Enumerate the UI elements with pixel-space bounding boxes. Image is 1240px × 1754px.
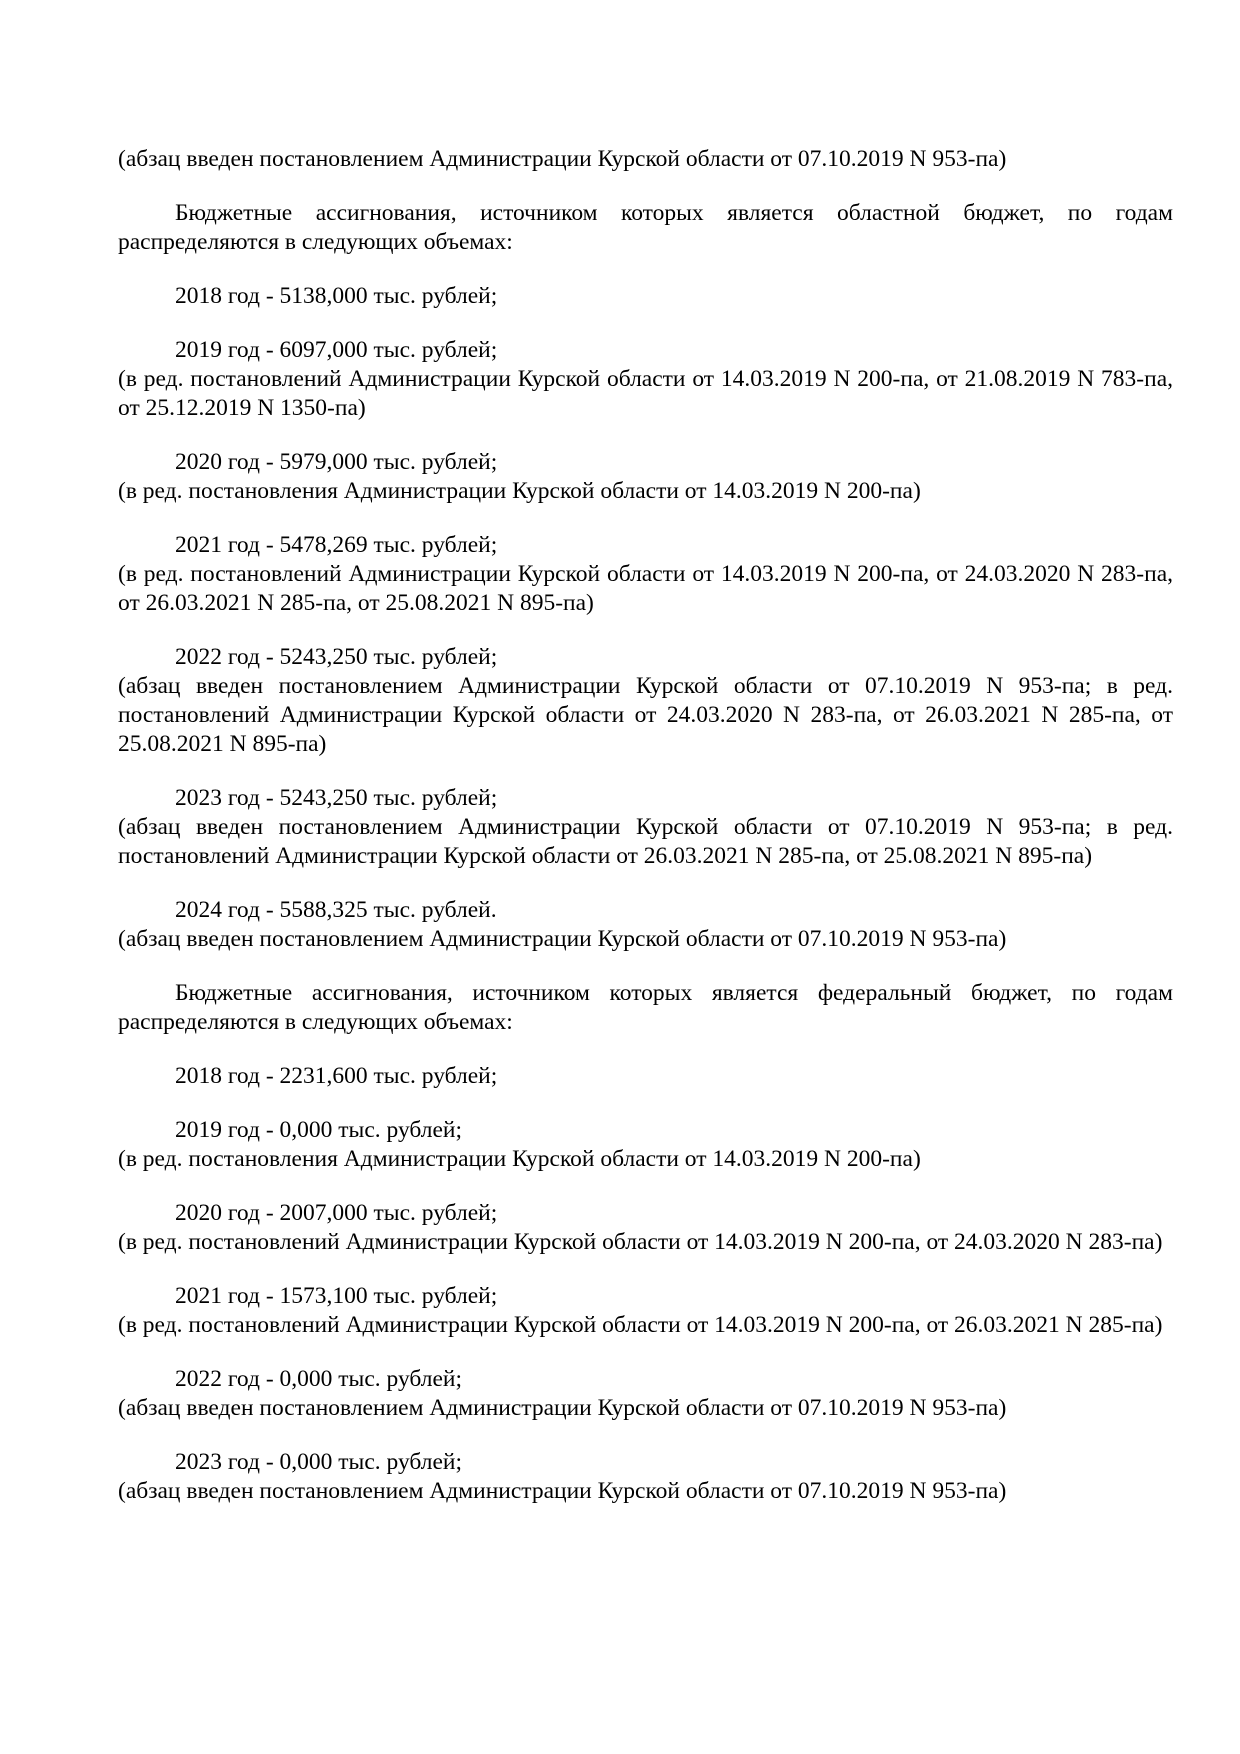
paragraph-block <box>118 448 1173 506</box>
amendment-note: (абзац введен постановлением Администрации Курской области от 07.10.2019 N 953-па) <box>118 1395 1007 1421</box>
paragraph-text: 2020 год - 2007,000 тыс. рублей; <box>175 1200 498 1226</box>
amendment-note: (в ред. постановлений Администрации Курской области от 14.03.2019 N 200-па, от 24.03.2020 N 283-па, от 26.03.2021 N 285-па, от 25.08.2021 N 895-па) <box>118 561 1173 616</box>
paragraph-text: 2024 год - 5588,325 тыс. рублей. <box>175 897 497 923</box>
paragraph-block <box>118 979 1173 1037</box>
paragraph-block <box>118 1448 1173 1506</box>
paragraph-block <box>118 531 1173 618</box>
amendment-note: (в ред. постановлений Администрации Курской области от 14.03.2019 N 200-па, от 24.03.2020 N 283-па) <box>118 1229 1163 1255</box>
amendment-note: (абзац введен постановлением Администрации Курской области от 07.10.2019 N 953-па; в ред. постановлений Администрации Курской области от 24.03.2020 N 283-па, от 26.03.2021 N 285-па, от 25.08.2021 N 895-па) <box>118 673 1173 757</box>
paragraph-block <box>118 336 1173 423</box>
paragraph-text: 2020 год - 5979,000 тыс. рублей; <box>175 449 498 475</box>
amendment-note: (в ред. постановлений Администрации Курской области от 14.03.2019 N 200-па, от 26.03.2021 N 285-па) <box>118 1312 1163 1338</box>
paragraph-block <box>118 1199 1173 1257</box>
paragraph-text: Бюджетные ассигнования, источником которых является областной бюджет, по годам распределяются в следующих объемах: <box>118 200 1173 255</box>
paragraph-block <box>118 199 1173 257</box>
paragraph-text: 2019 год - 0,000 тыс. рублей; <box>175 1117 463 1143</box>
paragraph-text: 2018 год - 2231,600 тыс. рублей; <box>175 1063 498 1089</box>
paragraph-text: 2021 год - 5478,269 тыс. рублей; <box>175 532 498 558</box>
paragraph-block <box>118 1116 1173 1174</box>
paragraph-block <box>118 784 1173 871</box>
paragraph-block <box>118 643 1173 759</box>
amendment-note: (в ред. постановления Администрации Курской области от 14.03.2019 N 200-па) <box>118 478 921 504</box>
amendment-note: (в ред. постановления Администрации Курской области от 14.03.2019 N 200-па) <box>118 1146 921 1172</box>
paragraph-block <box>118 896 1173 954</box>
paragraph-block <box>118 282 1173 311</box>
paragraph-text: 2019 год - 6097,000 тыс. рублей; <box>175 337 498 363</box>
paragraph-text: 2022 год - 0,000 тыс. рублей; <box>175 1366 463 1392</box>
paragraph-block <box>118 1365 1173 1423</box>
paragraph-block <box>118 1062 1173 1091</box>
paragraph-text: 2022 год - 5243,250 тыс. рублей; <box>175 644 498 670</box>
paragraph-text: 2018 год - 5138,000 тыс. рублей; <box>175 283 498 309</box>
paragraph-text: Бюджетные ассигнования, источником которых является федеральный бюджет, по годам распределяются в следующих объемах: <box>118 980 1173 1035</box>
paragraph-block <box>118 145 1173 174</box>
paragraph-text: 2021 год - 1573,100 тыс. рублей; <box>175 1283 498 1309</box>
amendment-note: (абзац введен постановлением Администрации Курской области от 07.10.2019 N 953-па; в ред. постановлений Администрации Курской области от 26.03.2021 N 285-па, от 25.08.2021 N 895-па) <box>118 814 1173 869</box>
amendment-note: (абзац введен постановлением Администрации Курской области от 07.10.2019 N 953-па) <box>118 926 1007 952</box>
document-body <box>118 145 1173 1531</box>
amendment-note: (абзац введен постановлением Администрации Курской области от 07.10.2019 N 953-па) <box>118 1478 1007 1504</box>
paragraph-text: 2023 год - 5243,250 тыс. рублей; <box>175 785 498 811</box>
amendment-note: (абзац введен постановлением Администрации Курской области от 07.10.2019 N 953-па) <box>118 146 1007 172</box>
amendment-note: (в ред. постановлений Администрации Курской области от 14.03.2019 N 200-па, от 21.08.2019 N 783-па, от 25.12.2019 N 1350-па) <box>118 366 1173 421</box>
paragraph-block <box>118 1282 1173 1340</box>
paragraph-text: 2023 год - 0,000 тыс. рублей; <box>175 1449 463 1475</box>
